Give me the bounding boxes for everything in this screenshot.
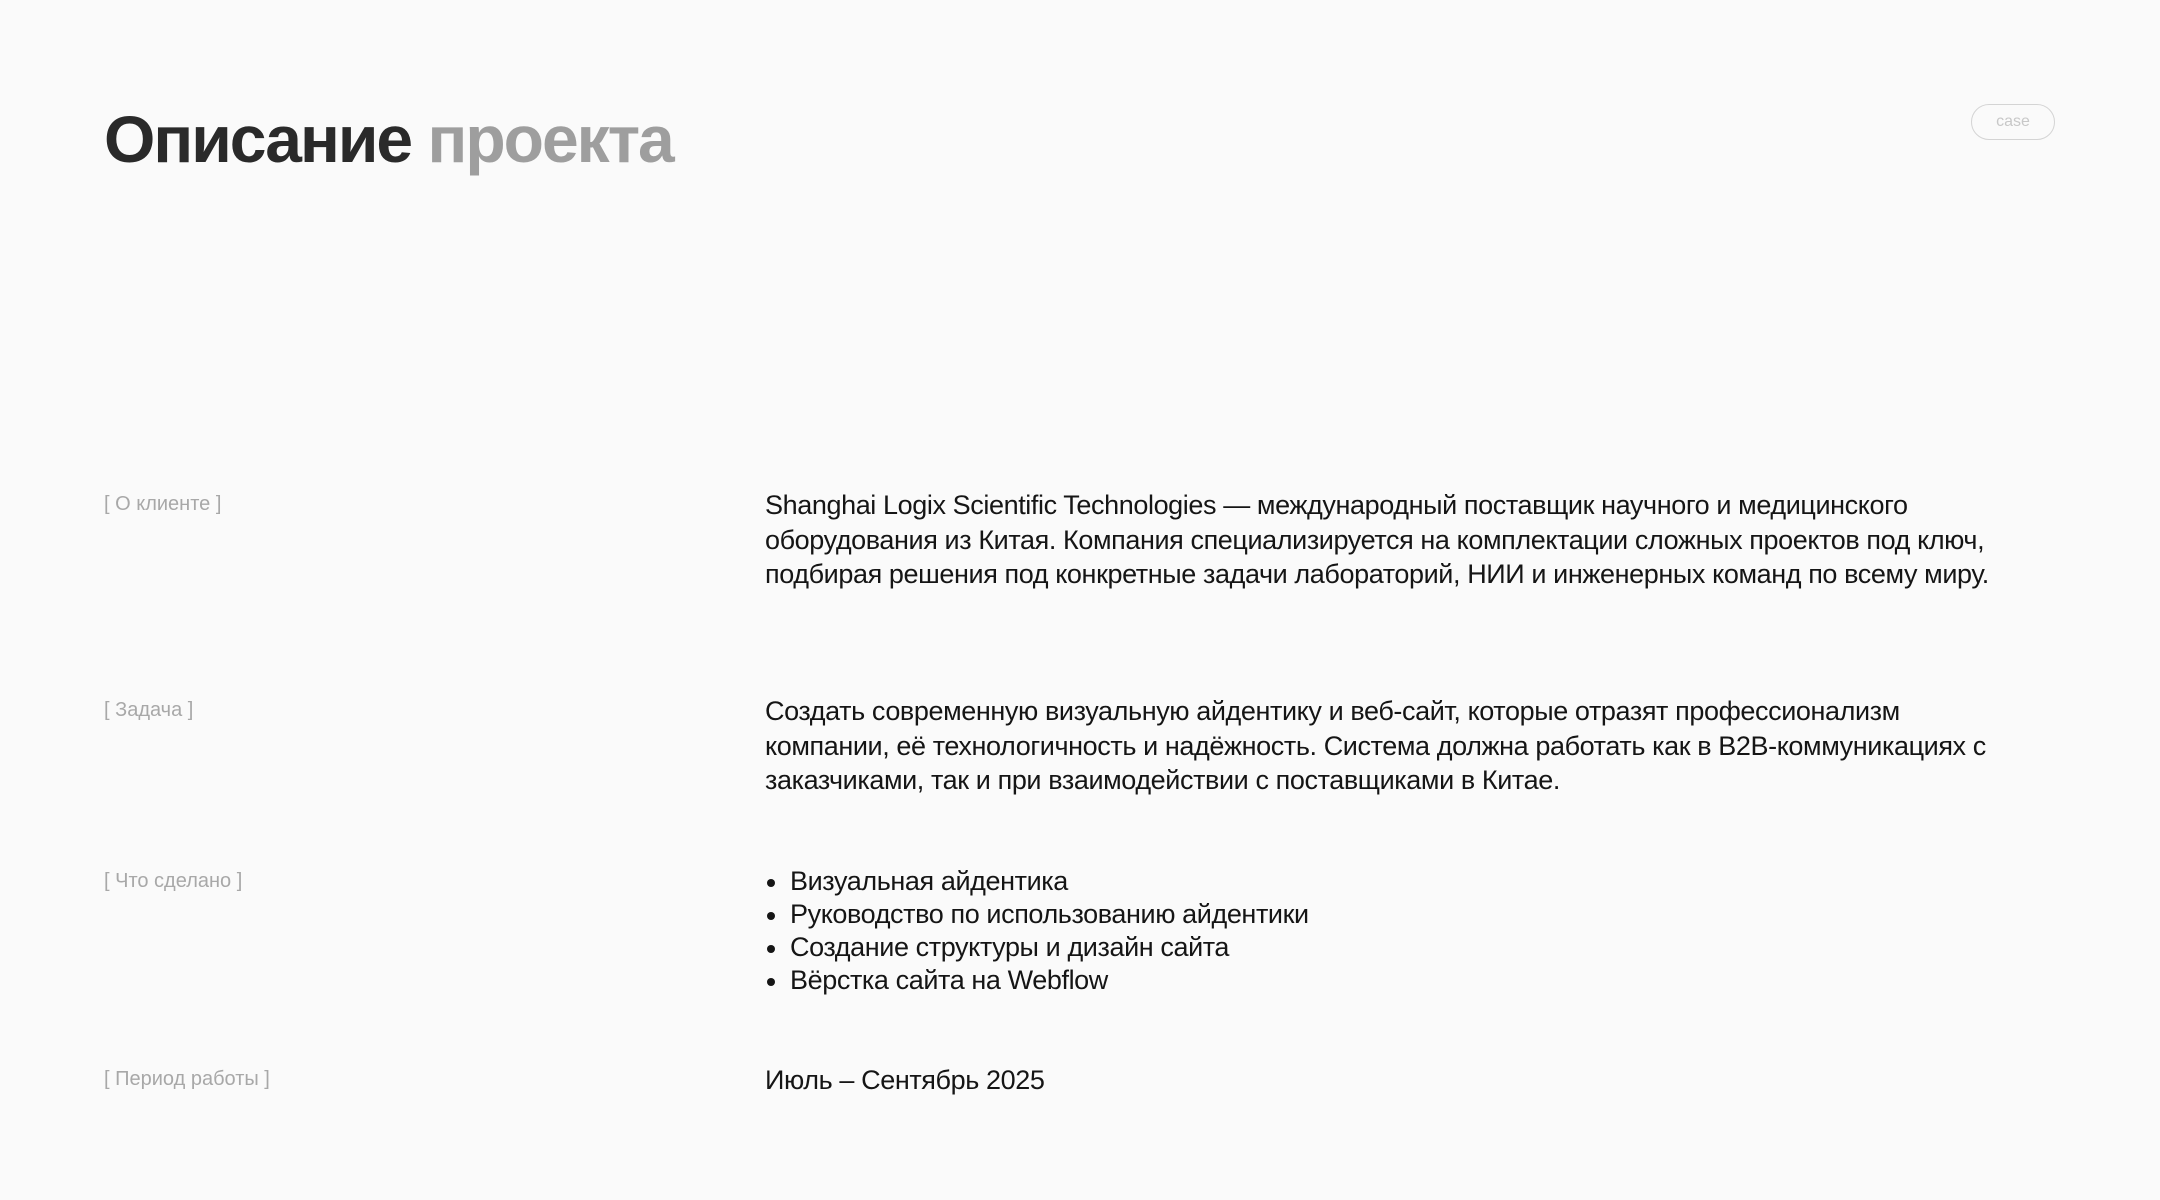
client-description [765,488,2005,592]
period-label: [ Период работы ] [104,1068,270,1090]
task-text: Создать современную визуальную айдентику и веб-сайт, которые отразят профессионализм компании, её технологичность и надёжность. Система должна работать как в B2B-коммуникациях с заказчиками, так и при взаимодействии с поставщиками в Китае. [765,696,1986,795]
list-item: Визуальная айдентика [765,865,2005,898]
task-description [765,694,2005,798]
period-value: Июль – Сентябрь 2025 [765,1065,1045,1095]
client-label: [ О клиенте ] [104,493,222,515]
done-list-container [765,865,2005,997]
page-title [104,100,673,179]
case-badge: case [1971,104,2055,140]
client-text: Shanghai Logix Scientific Technologies — международный поставщик научного и медицинского оборудования из Китая. Компания специализируется на комплектации сложных проектов под ключ, подбирая решения под конкретные задачи лабораторий, НИИ и инженерных команд по всему миру. [765,490,1989,589]
task-label: [ Задача ] [104,699,194,721]
page-title-secondary: проекта [427,102,673,176]
list-item: Вёрстка сайта на Webflow [765,964,2005,997]
period-value-container [765,1063,2005,1098]
page-title-primary: Описание [104,102,412,176]
list-item: Руководство по использованию айдентики [765,898,2005,931]
done-list [765,865,2005,997]
list-item: Создание структуры и дизайн сайта [765,931,2005,964]
done-label: [ Что сделано ] [104,870,243,892]
